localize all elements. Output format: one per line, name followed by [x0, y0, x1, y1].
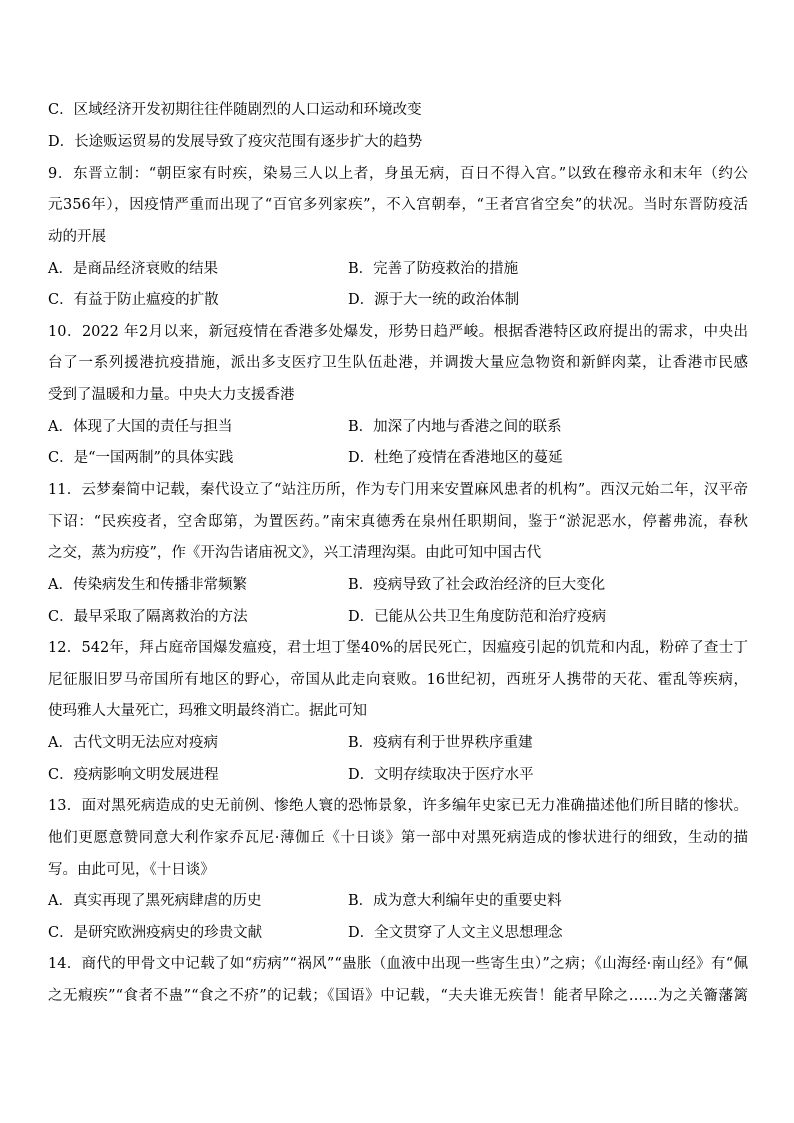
q9-option-b: B．完善了防疫救治的措施 — [348, 261, 519, 277]
q11-option-a: A．传染病发生和传播非常频繁 — [48, 577, 247, 593]
q8-option-c: C．区域经济开发初期往往伴随剧烈的人口运动和环境改变 — [48, 102, 422, 118]
q12-option-a: A．古代文明无法应对疫病 — [48, 735, 218, 751]
q13-option-d: D．全文贯穿了人文主义思想理念 — [348, 925, 563, 941]
q12-option-b: B．疫病有利于世界秩序重建 — [348, 735, 533, 751]
q10-option-d: D．杜绝了疫情在香港地区的蔓延 — [348, 450, 563, 466]
q13-stem-line-1: 13．面对黑死病造成的史无前例、惨绝人寰的恐怖景象，许多编年史家已无力准确描述他们所目睹的惨状。 — [48, 798, 748, 814]
q13-option-c: C．是研究欧洲疫病史的珍贵文献 — [48, 925, 263, 941]
q13-option-a: A．真实再现了黑死病肆虐的历史 — [48, 893, 262, 909]
q9-stem-line-3: 动的开展 — [48, 229, 106, 245]
q10-stem-line-1: 10．2022 年2月以来，新冠疫情在香港多处爆发，形势日趋严峻。根据香港特区政府提出的需求，中央出 — [48, 324, 748, 340]
q11-option-c: C．最早采取了隔离救治的方法 — [48, 609, 248, 625]
q14-stem-line-1: 14．商代的甲骨文中记载了如“疠病”“祸风”“蛊胀（血液中出现一些寄生虫）”之病；《山海经·南山经》有“佩 — [48, 956, 748, 972]
q12-stem-line-3: 使玛雅人大量死亡，玛雅文明最终消亡。据此可知 — [48, 703, 367, 719]
q13-option-b: B．成为意大利编年史的重要史料 — [348, 893, 562, 909]
q14-stem-line-2: 之无瘕疾”“食者不蛊”“食之不疥”的记载；《国语》中记载，“夫夫谁无疾眚！能者早除之……为之关籥藩篱 — [48, 988, 748, 1004]
q9-stem-line-1: 9．东晋立制：“朝臣家有时疾，染易三人以上者，身虽无病，百日不得入宫。”以致在穆帝永和末年（约公 — [48, 166, 748, 182]
q11-stem-line-3: 之交，蒸为疠疫”，作《开沟告诸庙祝文》，兴工清理沟渠。由此可知中国古代 — [48, 545, 542, 561]
q10-option-c: C．是“一国两制”的具体实践 — [48, 450, 234, 466]
q10-stem-line-2: 台了一系列援港抗疫措施，派出多支医疗卫生队伍赴港，并调拨大量应急物资和新鲜肉菜，让香港市民感 — [48, 355, 748, 371]
q11-stem-line-2: 下诏：“民疾疫者，空舍邸第，为置医药。”南宋真德秀在泉州任职期间，鉴于“淤泥恶水，停蓄弗流，春秋 — [48, 514, 748, 530]
q11-option-d: D．已能从公共卫生角度防范和治疗疫病 — [348, 609, 607, 625]
q9-option-a: A．是商品经济衰败的结果 — [48, 261, 218, 277]
q10-option-a: A．体现了大国的责任与担当 — [48, 419, 233, 435]
q12-option-d: D．文明存续取决于医疗水平 — [348, 767, 534, 783]
q9-stem-line-2: 元356年），因疫情严重而出现了“百官多列家疾”，不入宫朝奉，“王者宫省空矣”的状况。当时东晋防疫活 — [48, 197, 748, 213]
q9-option-c: C．有益于防止瘟疫的扩散 — [48, 292, 219, 308]
q12-stem-line-1: 12．542年，拜占庭帝国爆发瘟疫，君士坦丁堡40%的居民死亡，因瘟疫引起的饥荒和内乱，粉碎了查士丁 — [48, 640, 748, 656]
q10-option-b: B．加深了内地与香港之间的联系 — [348, 419, 562, 435]
q10-stem-line-3: 受到了温暖和力量。中央大力支援香港 — [48, 387, 295, 403]
q9-option-d: D．源于大一统的政治体制 — [348, 292, 520, 308]
q12-stem-line-2: 尼征服旧罗马帝国所有地区的野心，帝国从此走向衰败。16世纪初，西班牙人携带的天花、霍乱等疾病， — [48, 672, 748, 688]
q13-stem-line-2: 他们更愿意赞同意大利作家乔瓦尼·薄伽丘《十日谈》第一部中对黑死病造成的惨状进行的细致，生动的描 — [48, 830, 748, 846]
q8-option-d: D．长途贩运贸易的发展导致了疫灾范围有逐步扩大的趋势 — [48, 134, 423, 150]
q11-stem-line-1: 11．云梦秦简中记载，秦代设立了“站注历所，作为专门用来安置麻风患者的机构”。西汉元始二年，汉平帝 — [48, 482, 748, 498]
q12-option-c: C．疫病影响文明发展进程 — [48, 767, 219, 783]
q11-option-b: B．疫病导致了社会政治经济的巨大变化 — [348, 577, 606, 593]
q13-stem-line-3: 写。由此可见，《十日谈》 — [48, 862, 215, 878]
